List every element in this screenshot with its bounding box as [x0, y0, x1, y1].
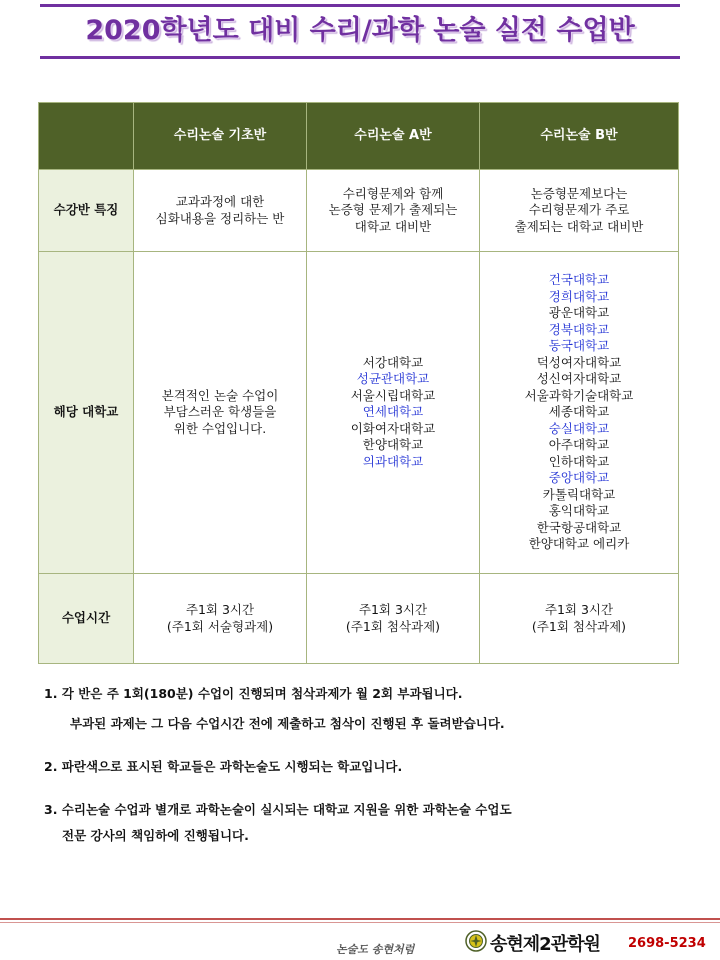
footer-slogan: 논술도 송현처럼	[336, 943, 415, 956]
university-name: 인하대학교	[548, 453, 610, 469]
note-2: 2. 파란색으로 표시된 학교들은 과학논술도 시행되는 학교입니다.	[44, 759, 403, 774]
university-name: 아주대학교	[548, 437, 610, 453]
cell-line: 출제되는 대학교 대비반	[514, 218, 644, 234]
cell-schedule-b	[480, 574, 679, 664]
cell-schedule-basic	[134, 574, 307, 664]
title-top-rule	[40, 4, 680, 7]
cell-line: 수리형문제와 함께	[342, 185, 444, 201]
academy-emblem-icon	[465, 930, 487, 952]
note-1-line-2: 부과된 과제는 그 다음 수업시간 전에 제출하고 첨삭이 진행된 후 돌려받습니다.	[70, 716, 505, 731]
university-name: 광운대학교	[548, 305, 610, 321]
cell-line: (주1회 첨삭과제)	[531, 618, 627, 634]
cell-universities-basic	[134, 252, 307, 574]
cell-line: 심화내용을 정리하는 반	[155, 210, 285, 226]
university-name: 연세대학교	[362, 404, 424, 420]
university-name: 서울과학기술대학교	[524, 387, 634, 403]
university-name: 건국대학교	[548, 272, 610, 288]
university-name: 경북대학교	[548, 321, 610, 337]
university-name: 서울시립대학교	[350, 387, 436, 403]
row-label-schedule: 수업시간	[39, 574, 134, 664]
cell-line: 부담스러운 학생들을	[163, 404, 277, 420]
cell-schedule-a	[307, 574, 480, 664]
table-row-schedule	[39, 574, 679, 664]
header-b: 수리논술 B반	[480, 103, 679, 170]
cell-line: 논증형 문제가 출제되는	[328, 202, 458, 218]
title-bottom-rule	[40, 56, 680, 59]
header-basic: 수리논술 기초반	[134, 103, 307, 170]
cell-line: (주1회 서술형과제)	[166, 618, 274, 634]
university-name: 동국대학교	[548, 338, 610, 354]
footer-rule	[0, 918, 720, 920]
university-name: 숭실대학교	[548, 420, 610, 436]
university-name: 성균관대학교	[356, 371, 430, 387]
cell-line: 주1회 3시간	[185, 602, 255, 617]
university-name: 의과대학교	[362, 453, 424, 469]
cell-universities-a	[307, 252, 480, 574]
university-name: 서강대학교	[362, 354, 424, 370]
cell-line: 주1회 3시간	[544, 602, 614, 617]
header-corner	[39, 103, 134, 170]
university-name: 한국항공대학교	[536, 519, 622, 535]
page-title: 2020학년도 대비 수리/과학 논술 실전 수업반	[85, 15, 635, 46]
cell-features-basic	[134, 170, 307, 252]
university-name: 홍익대학교	[548, 503, 610, 519]
cell-line: 위한 수업입니다.	[173, 420, 267, 436]
university-name: 한양대학교 에리카	[528, 536, 630, 552]
university-name: 중앙대학교	[548, 470, 610, 486]
university-name: 한양대학교	[362, 437, 424, 453]
cell-universities-b	[480, 252, 679, 574]
academy-phone: 2698-5234	[628, 936, 706, 951]
note-3-line-1: 3. 수리논술 수업과 별개로 과학논술이 실시되는 대학교 지원을 위한 과학논술 수업도	[44, 802, 512, 817]
university-name: 카톨릭대학교	[542, 486, 616, 502]
university-name: 세종대학교	[548, 404, 610, 420]
cell-line: 대학교 대비반	[354, 218, 432, 234]
row-label-features: 수강반 특징	[39, 170, 134, 252]
note-1-line-1: 1. 각 반은 주 1회(180분) 수업이 진행되며 첨삭과제가 월 2회 부과됩니다.	[44, 686, 463, 701]
university-name: 경희대학교	[548, 288, 610, 304]
header-a: 수리논술 A반	[307, 103, 480, 170]
university-name: 성신여자대학교	[536, 371, 622, 387]
class-table	[38, 102, 679, 664]
cell-line: 주1회 3시간	[358, 602, 428, 617]
cell-line: 수리형문제가 주로	[528, 202, 630, 218]
note-3-line-2: 전문 강사의 책임하에 진행됩니다.	[62, 828, 249, 843]
academy-name: 송현제2관학원	[490, 934, 600, 955]
table-row-features	[39, 170, 679, 252]
university-name: 덕성여자대학교	[536, 354, 622, 370]
footer-rule-thin	[0, 922, 720, 923]
cell-line: 논증형문제보다는	[530, 185, 628, 201]
cell-features-b	[480, 170, 679, 252]
row-label-universities: 해당 대학교	[39, 252, 134, 574]
cell-line: 교과과정에 대한	[175, 194, 265, 209]
cell-features-a	[307, 170, 480, 252]
table-row-universities	[39, 252, 679, 574]
cell-line: (주1회 첨삭과제)	[345, 618, 441, 634]
table-header-row	[39, 103, 679, 170]
cell-line: 본격적인 논술 수업이	[161, 387, 279, 403]
university-name: 이화여자대학교	[350, 420, 436, 436]
